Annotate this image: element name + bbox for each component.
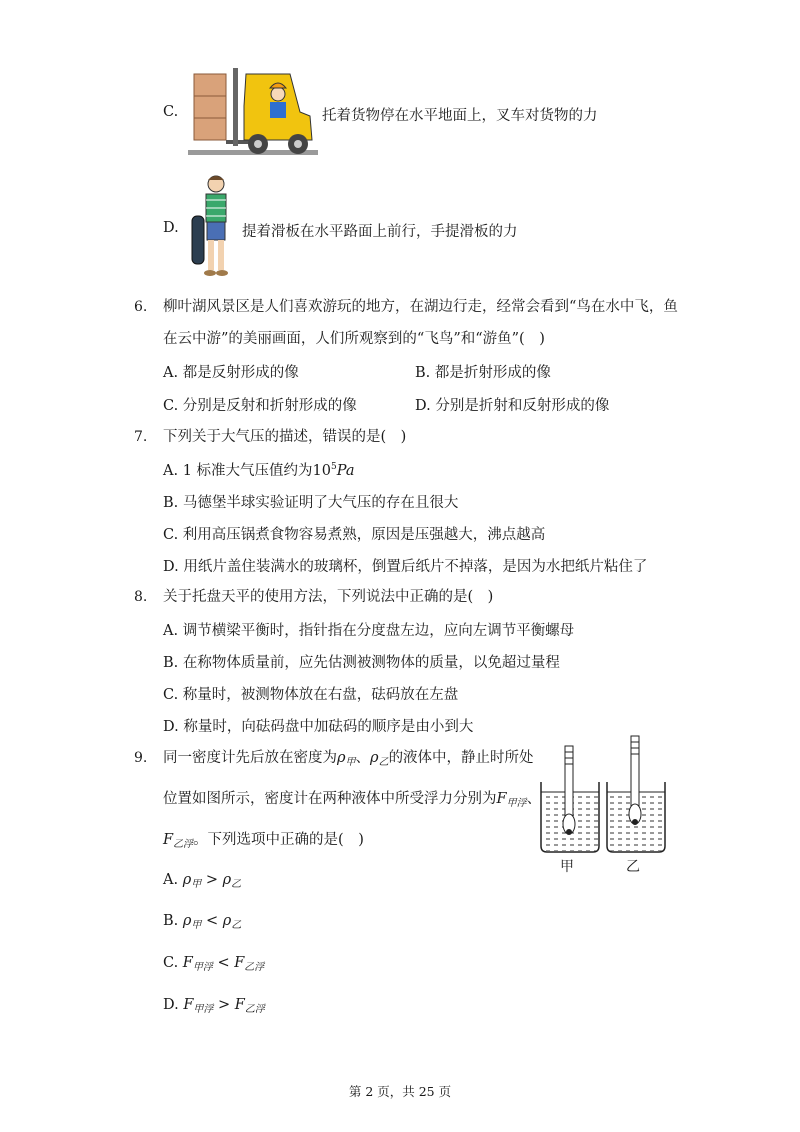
subscript: 乙: [231, 920, 242, 931]
force-symbol: F: [496, 791, 507, 807]
rho-symbol: ρ: [182, 872, 192, 888]
force-symbol: F: [183, 997, 194, 1013]
option-d-text: 提着滑板在水平路面上前行，手提滑板的力: [242, 224, 518, 240]
subscript: 乙浮: [173, 839, 194, 850]
option-a: [163, 459, 354, 480]
power-exponent: 5: [330, 462, 337, 473]
stem-text: 同一密度计先后放在密度为: [163, 750, 337, 766]
option-d: [163, 997, 265, 1015]
comparison-sign: <: [201, 913, 223, 929]
question-stem-line2: [163, 789, 541, 814]
comparison-sign: >: [213, 997, 235, 1013]
subscript: 甲: [191, 920, 202, 931]
option-d: D. 分别是折射和反射形成的像: [415, 398, 610, 414]
question-stem-line1: [163, 748, 534, 773]
option-c: C. 利用高压锅煮食物容易煮熟，原因是压强越大，沸点越高: [163, 527, 546, 543]
option-b: [163, 913, 241, 931]
unit-pa: Pa: [336, 463, 355, 479]
rho-symbol: ρ: [222, 913, 232, 929]
stem-text: 位置如图所示，密度计在两种液体中所受浮力分别为: [163, 791, 497, 807]
option-a: A. 都是反射形成的像: [163, 365, 299, 381]
stem-text: 。下列选项中正确的是( ): [193, 832, 364, 848]
question-stem-line1: 柳叶湖风景区是人们喜欢游玩的地方，在湖边行走，经常会看到“鸟在水中飞，鱼: [163, 299, 678, 315]
comparison-sign: >: [201, 872, 223, 888]
force-symbol: F: [182, 955, 193, 971]
option-label: D.: [163, 997, 179, 1013]
subscript: 乙浮: [244, 962, 265, 973]
question-stem: 关于托盘天平的使用方法，下列说法中正确的是( ): [163, 589, 494, 605]
option-d: D. 用纸片盖住装满水的玻璃杯，倒置后纸片不掉落，是因为水把纸片粘住了: [163, 559, 648, 575]
rho-symbol: ρ: [370, 750, 379, 766]
forklift-illustration: [186, 66, 321, 158]
option-c: C. 称量时，被测物体放在右盘，砝码放在左盘: [163, 687, 459, 703]
stem-text: 的液体中，静止时所处: [388, 750, 534, 766]
figure-label-left: 甲: [560, 859, 574, 875]
option-c: [163, 955, 264, 973]
option-label: A.: [163, 872, 179, 888]
subscript: 乙: [231, 879, 242, 890]
option-c-text: 托着货物停在水平地面上，叉车对货物的力: [322, 108, 598, 124]
option-a: [163, 872, 241, 890]
option-b: B. 马德堡半球实验证明了大气压的存在且很大: [163, 495, 459, 511]
subscript: 甲浮: [506, 798, 527, 809]
option-c-label: C.: [163, 104, 179, 120]
option-label: B.: [163, 913, 179, 929]
option-a: A. 调节横梁平衡时，指针指在分度盘左边，应向左调节平衡螺母: [163, 623, 575, 639]
question-stem-line3: [163, 830, 364, 855]
question-number: 6.: [134, 299, 148, 315]
separator: 、: [526, 791, 542, 807]
question-number: 8.: [134, 589, 148, 605]
rho-symbol: ρ: [337, 750, 346, 766]
option-b: B. 都是折射形成的像: [415, 365, 551, 381]
separator: 、: [355, 750, 371, 766]
subscript: 甲: [345, 757, 356, 768]
option-d: D. 称量时，向砝码盘中加砝码的顺序是由小到大: [163, 719, 474, 735]
question-number: 9.: [134, 750, 148, 766]
rho-symbol: ρ: [182, 913, 192, 929]
subscript: 甲浮: [193, 1004, 214, 1015]
force-symbol: F: [234, 955, 245, 971]
power-base: 10: [312, 463, 331, 479]
hydrometer-figure: [538, 734, 668, 874]
option-label: C.: [163, 955, 179, 971]
page-footer: 第 2 页，共 25 页: [348, 1084, 452, 1099]
subscript: 乙浮: [244, 1004, 265, 1015]
rho-symbol: ρ: [222, 872, 232, 888]
option-d-label: D.: [163, 220, 179, 236]
question-stem: 下列关于大气压的描述，错误的是( ): [163, 429, 407, 445]
subscript: 乙: [378, 757, 389, 768]
force-symbol: F: [234, 997, 245, 1013]
option-b: B. 在称物体质量前，应先估测被测物体的质量，以免超过量程: [163, 655, 560, 671]
subscript: 甲: [191, 879, 202, 890]
question-stem-line2: 在云中游”的美丽画面，人们所观察到的“飞鸟”和“游鱼”( ): [163, 331, 545, 347]
force-symbol: F: [163, 832, 174, 848]
option-c: C. 分别是反射和折射形成的像: [163, 398, 357, 414]
skateboard-person-illustration: [188, 172, 240, 282]
figure-label-right: 乙: [626, 859, 640, 875]
option-a-text: A. 1 标准大气压值约为: [163, 463, 313, 479]
question-number: 7.: [134, 429, 148, 445]
comparison-sign: <: [212, 955, 235, 971]
subscript: 甲浮: [192, 962, 213, 973]
